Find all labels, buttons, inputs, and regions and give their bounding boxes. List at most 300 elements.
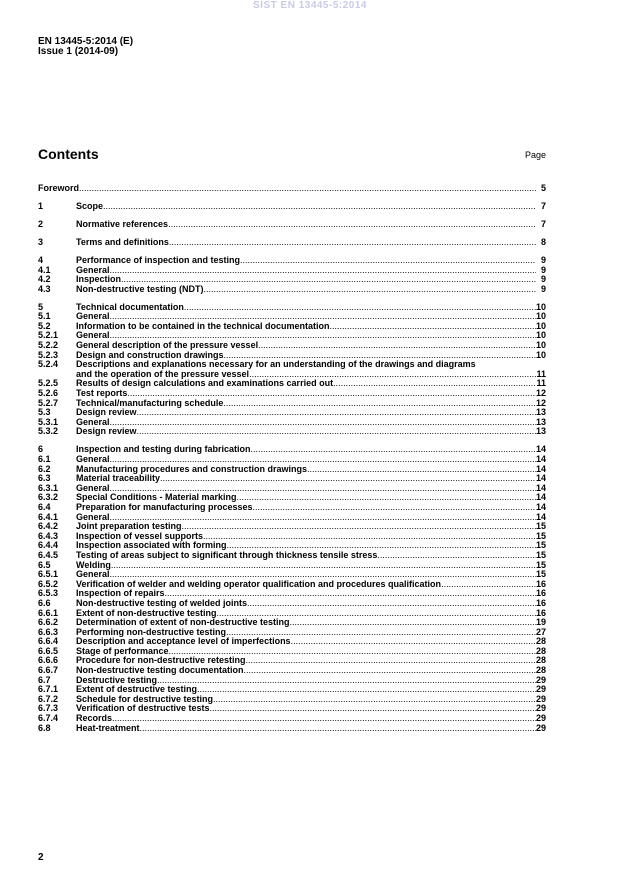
page-title: Contents: [38, 146, 99, 162]
toc-entry-title: Records: [76, 714, 113, 724]
toc-entry-number: 5.2.3: [38, 349, 59, 360]
toc-entry-number: 6.1: [38, 454, 51, 464]
toc-entry-number: 5.3: [38, 407, 51, 418]
dot-leader: [203, 532, 536, 542]
toc-entry-number: 6.5: [38, 559, 51, 570]
dot-leader: [237, 493, 536, 503]
toc-entry-title: General: [76, 512, 110, 522]
toc-entry-number: 6.5.3: [38, 588, 59, 599]
dot-leader: [111, 561, 536, 571]
dot-leader: [160, 474, 536, 484]
toc-entry-text: [76, 704, 536, 714]
toc-entry-number: 5.2: [38, 320, 51, 331]
toc-entry-number: 6.3.2: [38, 492, 59, 503]
toc-entry-text: [76, 275, 536, 285]
dot-leader: [103, 202, 536, 212]
toc-entry-number: 5.3.2: [38, 426, 59, 437]
toc-entry-title: Design review: [76, 408, 137, 418]
toc-entry[interactable]: [38, 341, 546, 351]
toc-entry-page: 10: [535, 340, 546, 351]
toc-entry-text: [76, 714, 536, 724]
document-id: [38, 37, 133, 57]
toc-entry-text: [76, 628, 536, 638]
toc-entry-text: [76, 465, 536, 475]
toc-entry[interactable]: [38, 580, 546, 590]
dot-leader: [197, 685, 536, 695]
toc-entry[interactable]: [38, 312, 546, 322]
toc-entry[interactable]: [38, 360, 546, 370]
dot-leader: [247, 599, 536, 609]
toc-entry-title: Technical/manufacturing schedule: [76, 398, 224, 408]
toc-entry-page: 16: [535, 607, 546, 618]
toc-entry-number: 6.6.6: [38, 655, 59, 666]
dot-leader: [112, 714, 536, 724]
dot-leader: [223, 399, 536, 409]
dot-leader: [210, 704, 536, 714]
toc-entry-title: Test reports: [76, 389, 128, 399]
standard-number: EN 13445-5:2014 (E): [38, 36, 134, 47]
toc-entry-number: 6.6.3: [38, 626, 59, 637]
toc-entry-page: 29: [535, 684, 546, 695]
toc-entry-page: 12: [535, 397, 546, 408]
dot-leader: [330, 322, 536, 332]
toc-entry-title-continued: and the operation of the pressure vessel: [76, 369, 250, 379]
toc-entry-number: 6.7: [38, 674, 51, 685]
toc-entry[interactable]: [38, 628, 546, 638]
dot-leader: [307, 465, 536, 475]
toc-entry[interactable]: [38, 418, 546, 428]
toc-entry[interactable]: [38, 399, 546, 409]
toc-entry[interactable]: [38, 220, 546, 230]
toc-entry-text: [76, 445, 536, 455]
toc-entry-text: [76, 220, 536, 230]
toc-entry[interactable]: [38, 599, 546, 609]
toc-entry-page: 14: [535, 482, 546, 493]
toc-entry-title: General: [76, 312, 110, 322]
toc-entry-text: [76, 503, 536, 513]
toc-entry-title: Technical documentation: [76, 302, 184, 312]
toc-entry[interactable]: [38, 389, 546, 399]
toc-entry[interactable]: [38, 331, 546, 341]
toc-entry-text: [76, 685, 536, 695]
toc-entry-page: 15: [535, 540, 546, 551]
toc-entry-number: 1: [38, 200, 44, 211]
toc-entry-text: [76, 427, 536, 437]
toc-entry-text: [76, 322, 536, 332]
toc-entry-number: 5.2.4: [38, 359, 59, 370]
dot-leader: [290, 618, 536, 628]
toc-entry-number: 6.4.5: [38, 549, 59, 560]
toc-entry-number: 2: [38, 218, 44, 229]
toc-entry-title: Normative references: [76, 219, 169, 229]
toc-entry-title: Inspection of repairs: [76, 589, 165, 599]
dot-leader: [137, 427, 536, 437]
dot-leader: [249, 370, 536, 380]
toc-entry-page: 28: [535, 665, 546, 676]
toc-entry-text: [76, 408, 536, 418]
toc-entry-text: [76, 493, 536, 503]
toc-entry-page: 19: [535, 617, 546, 628]
toc-entry[interactable]: [38, 695, 546, 705]
toc-entry-page: 29: [535, 703, 546, 714]
toc-entry-title: Joint preparation testing: [76, 522, 182, 532]
toc-entry-number: 5.1: [38, 311, 51, 322]
toc-entry-title: Extent of non-destructive testing: [76, 608, 217, 618]
dot-leader: [140, 724, 536, 734]
toc-entry-number: 6.6.1: [38, 607, 59, 618]
toc-entry-page: 14: [535, 511, 546, 522]
toc-entry-title: Inspection and testing during fabrication: [76, 445, 251, 455]
toc-entry[interactable]: [38, 666, 546, 676]
toc-entry-title: Terms and definitions: [76, 237, 169, 247]
toc-entry-title: Stage of performance: [76, 646, 169, 656]
dot-leader: [121, 275, 536, 285]
toc-entry-page: 9: [540, 254, 546, 265]
toc-entry-text: [76, 331, 536, 341]
toc-entry-page: 29: [535, 722, 546, 733]
toc-entry-number: 5: [38, 301, 44, 312]
toc-entry-page: 15: [535, 549, 546, 560]
toc-entry-text: [76, 599, 536, 609]
toc-entry[interactable]: [38, 427, 546, 437]
toc-entry-text: [76, 609, 536, 619]
toc-entry-page: 11: [536, 368, 546, 379]
toc-entry-title: Performance of inspection and testing: [76, 255, 241, 265]
toc-entry-page: 7: [540, 218, 546, 229]
toc-entry-text: [38, 184, 536, 194]
toc-entry[interactable]: [38, 561, 546, 571]
toc-entry-title: Schedule for destructive testing: [76, 694, 214, 704]
toc-entry-text: [76, 580, 536, 590]
toc-entry-number: 5.2.7: [38, 397, 59, 408]
toc-entry-number: 6.5.2: [38, 578, 59, 589]
toc-entry-number: 6.4.4: [38, 540, 59, 551]
toc-entry-page: 14: [535, 473, 546, 484]
toc-entry-text: [76, 399, 536, 409]
toc-entry[interactable]: [38, 465, 546, 475]
toc-entry-page: 14: [535, 463, 546, 474]
toc-entry-title: General: [76, 331, 110, 341]
toc-entry-page: 13: [535, 416, 546, 427]
toc-entry-text: [76, 285, 536, 295]
toc-entry[interactable]: [38, 275, 546, 285]
toc-entry-number: 3: [38, 236, 44, 247]
toc-entry[interactable]: [38, 685, 546, 695]
toc-entry-text: [76, 637, 536, 647]
dot-leader: [110, 331, 536, 341]
toc-entry-page: 10: [535, 320, 546, 331]
toc-entry-title: Non-destructive testing documentation: [76, 666, 244, 676]
dot-leader: [110, 484, 536, 494]
toc-entry-text: [76, 341, 536, 351]
dot-leader: [182, 522, 536, 532]
toc-entry-title: Inspection of vessel supports: [76, 531, 204, 541]
toc-entry-text: [76, 532, 536, 542]
toc-entry-page: 14: [535, 444, 546, 455]
toc-entry[interactable]: [38, 322, 546, 332]
toc-entry-page: 29: [535, 713, 546, 724]
dot-leader: [110, 418, 536, 428]
toc-entry[interactable]: [38, 503, 546, 513]
issue-line: Issue 1 (2014-09): [38, 46, 119, 57]
toc-entry-title: Special Conditions - Material marking: [76, 493, 237, 503]
toc-entry-page: 8: [540, 236, 546, 247]
dot-leader: [217, 609, 536, 619]
toc-entry-page: 27: [535, 626, 546, 637]
toc-entry-title: Procedure for non-destructive retesting: [76, 656, 246, 666]
toc-entry[interactable]: [38, 532, 546, 542]
dot-leader: [253, 503, 536, 513]
dot-leader: [137, 408, 536, 418]
dot-leader: [441, 580, 536, 590]
toc-entry-title: Descriptions and explanations necessary for an understanding of the drawings and diagrams: [76, 359, 476, 370]
toc-entry[interactable]: [38, 445, 546, 455]
toc-entry-title: Material traceability: [76, 474, 161, 484]
toc-entry-text: [76, 695, 536, 705]
toc-entry-title: Scope: [76, 201, 104, 211]
toc-entry-title: General: [76, 417, 110, 427]
toc-entry-title: Manufacturing procedures and construction drawings: [76, 464, 308, 474]
toc-entry-text: [76, 303, 536, 313]
toc-entry-text: [76, 370, 536, 380]
toc-entry-title: Foreword: [38, 184, 80, 193]
toc-entry-number: 6.6.4: [38, 636, 59, 647]
toc-entry-page: 28: [535, 655, 546, 666]
toc-entry[interactable]: [38, 618, 546, 628]
toc-entry-page: 15: [535, 521, 546, 532]
toc-entry-number: 6.6: [38, 597, 51, 608]
toc-entry-page: 9: [540, 283, 546, 294]
dot-leader: [244, 666, 536, 676]
toc-entry-number: 5.2.6: [38, 388, 59, 399]
toc-entry-title: General: [76, 455, 110, 464]
dot-leader: [213, 695, 536, 705]
toc-entry-title: Information to be contained in the technical documentation: [76, 321, 330, 331]
toc-entry-page: 29: [535, 674, 546, 685]
toc-entry-text: [76, 379, 536, 389]
toc-entry[interactable]: [38, 285, 546, 295]
toc-entry-text: [76, 266, 536, 276]
toc-entry-number: 6.2: [38, 463, 51, 474]
toc-entry-text: [76, 618, 536, 628]
toc-entry-title: Welding: [76, 560, 111, 570]
toc-entry[interactable]: [38, 589, 546, 599]
toc-entry-page: 10: [535, 349, 546, 360]
dot-leader: [377, 551, 536, 561]
toc-entry-title: Testing of areas subject to significant through thickness tensile stress: [76, 550, 378, 560]
toc-entry-number: 6: [38, 444, 44, 455]
toc-entry[interactable]: [38, 637, 546, 647]
toc-entry-page: 15: [535, 530, 546, 541]
toc-entry-number: 5.2.1: [38, 330, 59, 341]
toc-entry-number: 5.3.1: [38, 416, 59, 427]
toc-entry[interactable]: [38, 184, 546, 194]
toc-entry-number: 6.6.7: [38, 665, 59, 676]
toc-entry-page: 10: [535, 311, 546, 322]
toc-entry-number: 4.2: [38, 274, 51, 285]
toc-entry-text: [76, 589, 536, 599]
dot-leader: [291, 637, 536, 647]
dot-leader: [169, 238, 536, 248]
toc-entry[interactable]: [38, 647, 546, 657]
toc-entry[interactable]: [38, 570, 546, 580]
toc-entry-number: 6.5.1: [38, 569, 59, 580]
toc-entry-text: [76, 484, 536, 494]
dot-leader: [333, 379, 536, 389]
toc-entry[interactable]: [38, 551, 546, 561]
toc-entry-title: Heat-treatment: [76, 723, 140, 733]
toc-entry-number: 6.7.3: [38, 703, 59, 714]
toc-entry-number: 4: [38, 254, 44, 265]
table-of-contents: [38, 184, 546, 733]
dot-leader: [79, 184, 536, 194]
toc-entry-page: 28: [535, 636, 546, 647]
toc-entry[interactable]: [38, 724, 546, 734]
dot-leader: [110, 455, 536, 465]
toc-entry-number: 6.3.1: [38, 482, 59, 493]
toc-entry[interactable]: [38, 408, 546, 418]
toc-entry[interactable]: [38, 656, 546, 666]
toc-entry-number: 4.3: [38, 283, 51, 294]
toc-entry-page: 15: [535, 559, 546, 570]
dot-leader: [258, 341, 536, 351]
toc-entry-page: 12: [535, 388, 546, 399]
toc-entry-page: 14: [535, 492, 546, 503]
toc-entry-page: 13: [535, 426, 546, 437]
toc-entry-title: General description of the pressure vessel: [76, 341, 259, 351]
toc-entry-title: Design review: [76, 427, 137, 437]
toc-entry[interactable]: [38, 609, 546, 619]
toc-entry[interactable]: [38, 303, 546, 313]
dot-leader: [226, 628, 536, 638]
toc-entry-number: 4.1: [38, 264, 51, 275]
toc-entry-page: 29: [535, 693, 546, 704]
dot-leader: [110, 266, 536, 276]
dot-leader: [227, 541, 536, 551]
toc-entry[interactable]: [38, 266, 546, 276]
toc-entry-title: Inspection: [76, 275, 122, 285]
toc-entry[interactable]: [38, 202, 546, 212]
toc-entry-text: [76, 647, 536, 657]
toc-entry-title: Non-destructive testing (NDT): [76, 284, 204, 294]
toc-entry-title: Description and acceptance level of imperfections: [76, 637, 291, 647]
toc-entry-text: [76, 570, 536, 580]
toc-entry-title: Destructive testing: [76, 675, 158, 685]
toc-entry-number: 5.2.2: [38, 340, 59, 351]
toc-entry-text: [76, 312, 536, 322]
toc-entry-title: Verification of welder and welding operator qualification and procedures qualification: [76, 579, 442, 589]
toc-entry-text: [76, 656, 536, 666]
toc-entry-page: 10: [535, 301, 546, 312]
toc-entry-continuation[interactable]: [38, 370, 546, 380]
toc-entry-number: 6.4: [38, 501, 51, 512]
toc-entry-page: 16: [535, 597, 546, 608]
toc-entry[interactable]: [38, 256, 546, 266]
dot-leader: [127, 389, 536, 399]
dot-leader: [165, 589, 536, 599]
toc-entry-page: 16: [535, 588, 546, 599]
toc-entry[interactable]: [38, 455, 546, 465]
toc-entry-text: [76, 202, 536, 212]
toc-entry-number: 6.4.3: [38, 530, 59, 541]
dot-leader: [157, 676, 536, 686]
toc-entry-number: 6.4.2: [38, 521, 59, 532]
toc-entry[interactable]: [38, 704, 546, 714]
page-column-header: Page: [524, 150, 546, 160]
toc-entry-text: [76, 418, 536, 428]
toc-entry-number: 6.3: [38, 473, 51, 484]
toc-entry[interactable]: [38, 484, 546, 494]
toc-entry-text: [76, 474, 536, 484]
toc-entry-title: Performing non-destructive testing: [76, 627, 227, 637]
toc-entry-text: [76, 256, 536, 266]
toc-entry-number: 6.7.2: [38, 693, 59, 704]
toc-entry-number: 6.7.1: [38, 684, 59, 695]
toc-entry[interactable]: [38, 379, 546, 389]
dot-leader: [110, 513, 536, 523]
toc-entry-page: 13: [535, 407, 546, 418]
toc-entry-page: 11: [536, 378, 546, 389]
dot-leader: [246, 656, 536, 666]
toc-entry-number: 6.6.5: [38, 645, 59, 656]
toc-entry[interactable]: [38, 474, 546, 484]
toc-entry-text: [76, 676, 536, 686]
toc-entry[interactable]: [38, 676, 546, 686]
toc-entry-text: [76, 551, 536, 561]
toc-entry-title: General: [76, 483, 110, 493]
toc-entry-title: General: [76, 570, 110, 580]
toc-entry-page: 28: [535, 645, 546, 656]
toc-entry[interactable]: [38, 238, 546, 248]
watermark: SIST EN 13445-5:2014: [253, 0, 367, 11]
toc-entry-page: 14: [535, 501, 546, 512]
toc-entry[interactable]: [38, 493, 546, 503]
toc-entry-page: 7: [540, 200, 546, 211]
toc-entry-page: 9: [540, 274, 546, 285]
toc-entry-title: Verification of destructive tests: [76, 704, 210, 714]
dot-leader: [169, 647, 536, 657]
toc-entry-title: Inspection associated with forming: [76, 541, 227, 551]
page-number: 2: [38, 852, 44, 863]
toc-entry-number: 5.2.5: [38, 378, 59, 389]
toc-entry-text: [76, 389, 536, 399]
toc-entry[interactable]: [38, 522, 546, 532]
dot-leader: [204, 285, 536, 295]
toc-entry-text: [76, 724, 536, 734]
toc-entry-title: Preparation for manufacturing processes: [76, 502, 253, 512]
toc-entry-number: 6.7.4: [38, 713, 59, 724]
toc-entry-text: [76, 561, 536, 571]
toc-entry-page: 15: [535, 569, 546, 580]
toc-entry-text: [76, 541, 536, 551]
dot-leader: [240, 256, 536, 266]
toc-entry[interactable]: [38, 714, 546, 724]
dot-leader: [110, 312, 536, 322]
dot-leader: [110, 570, 536, 580]
toc-entry-title: Results of design calculations and examinations carried out: [76, 379, 334, 389]
toc-entry-text: [76, 455, 536, 465]
toc-entry-title: Non-destructive testing of welded joints: [76, 598, 248, 608]
toc-entry[interactable]: [38, 513, 546, 523]
toc-entry-text: [76, 666, 536, 676]
toc-entry-page: 5: [540, 183, 546, 193]
toc-entry-title: General: [76, 265, 110, 275]
dot-leader: [168, 220, 536, 230]
toc-entry-title: Determination of extent of non-destructive testing: [76, 618, 290, 628]
dot-leader: [184, 303, 536, 313]
toc-entry[interactable]: [38, 541, 546, 551]
toc-entry-text: [76, 238, 536, 248]
